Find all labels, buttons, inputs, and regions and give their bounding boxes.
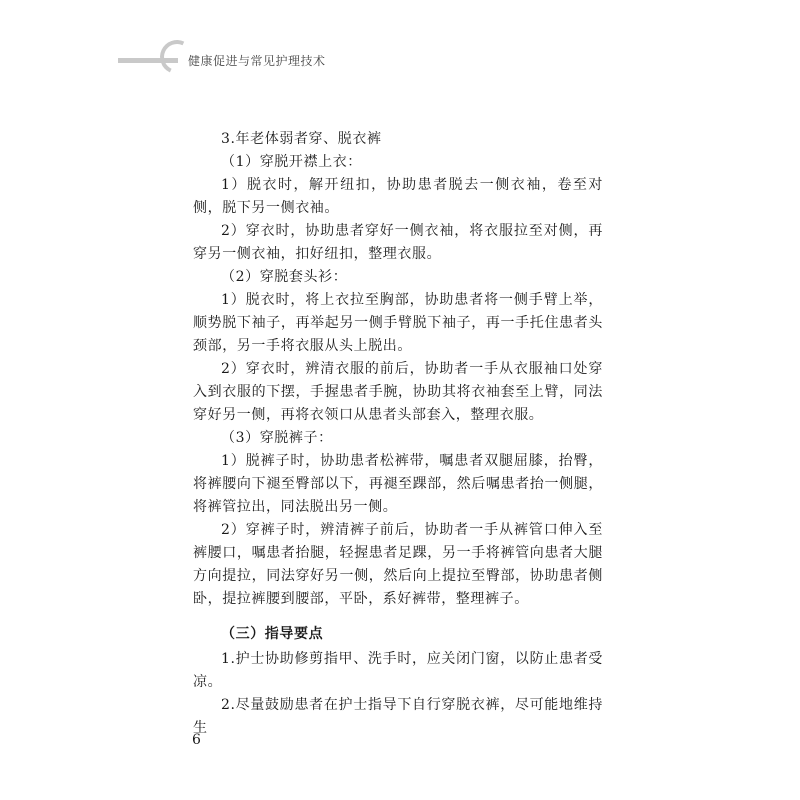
paragraph: （3）穿脱裤子： bbox=[221, 430, 333, 446]
section-heading: （三）指导要点 bbox=[221, 626, 324, 642]
paragraph: 2）穿裤子时，辨清裤子前后，协助者一手从裤管口伸入至裤腰口，嘱患者抬腿，轻握患者足踝，另一手将裤管向患者大腿方向提拉，同法穿好另一侧，然后向上提拉至臀部，协助患者侧卧，提拉裤腰到腰部，平卧，系好裤带，整理裤子。 bbox=[193, 522, 603, 607]
running-header-title: 健康促进与常见护理技术 bbox=[188, 54, 326, 68]
paragraph: 1）脱裤子时，协助患者松裤带，嘱患者双腿屈膝，抬臀，将裤腰向下褪至臀部以下，再褪至踝部，然后嘱患者抬一侧腿，将裤管拉出，同法脱出另一侧。 bbox=[193, 453, 603, 515]
paragraph: 3.年老体弱者穿、脱衣裤 bbox=[221, 131, 382, 147]
page-body bbox=[193, 128, 603, 740]
paragraph: 1.护士协助修剪指甲、洗手时，应关闭门窗，以防止患者受凉。 bbox=[193, 651, 603, 690]
paragraph: 2）穿衣时，辨清衣服的前后，协助者一手从衣服袖口处穿入到衣服的下摆，手握患者手腕，协助其将衣袖套至上臂，同法穿好另一侧，再将衣领口从患者头部套入，整理衣服。 bbox=[193, 361, 603, 423]
paragraph: 2.尽量鼓励患者在护士指导下自行穿脱衣裤，尽可能地维持生 bbox=[193, 697, 603, 736]
paragraph: 1）脱衣时，将上衣拉至胸部，协助患者将一侧手臂上举，顺势脱下袖子，再举起另一侧手臂脱下袖子，再一手托住患者头颈部，另一手将衣服从头上脱出。 bbox=[193, 292, 603, 354]
paragraph: （2）穿脱套头衫： bbox=[221, 269, 348, 285]
paragraph: 1）脱衣时，解开纽扣，协助患者脱去一侧衣袖，卷至对侧，脱下另一侧衣袖。 bbox=[193, 177, 603, 216]
page-number: 6 bbox=[192, 732, 201, 748]
paragraph: 2）穿衣时，协助患者穿好一侧衣袖，将衣服拉至对侧，再穿另一侧衣袖，扣好纽扣，整理衣服。 bbox=[193, 223, 603, 262]
paragraph: （1）穿脱开襟上衣： bbox=[221, 154, 362, 170]
